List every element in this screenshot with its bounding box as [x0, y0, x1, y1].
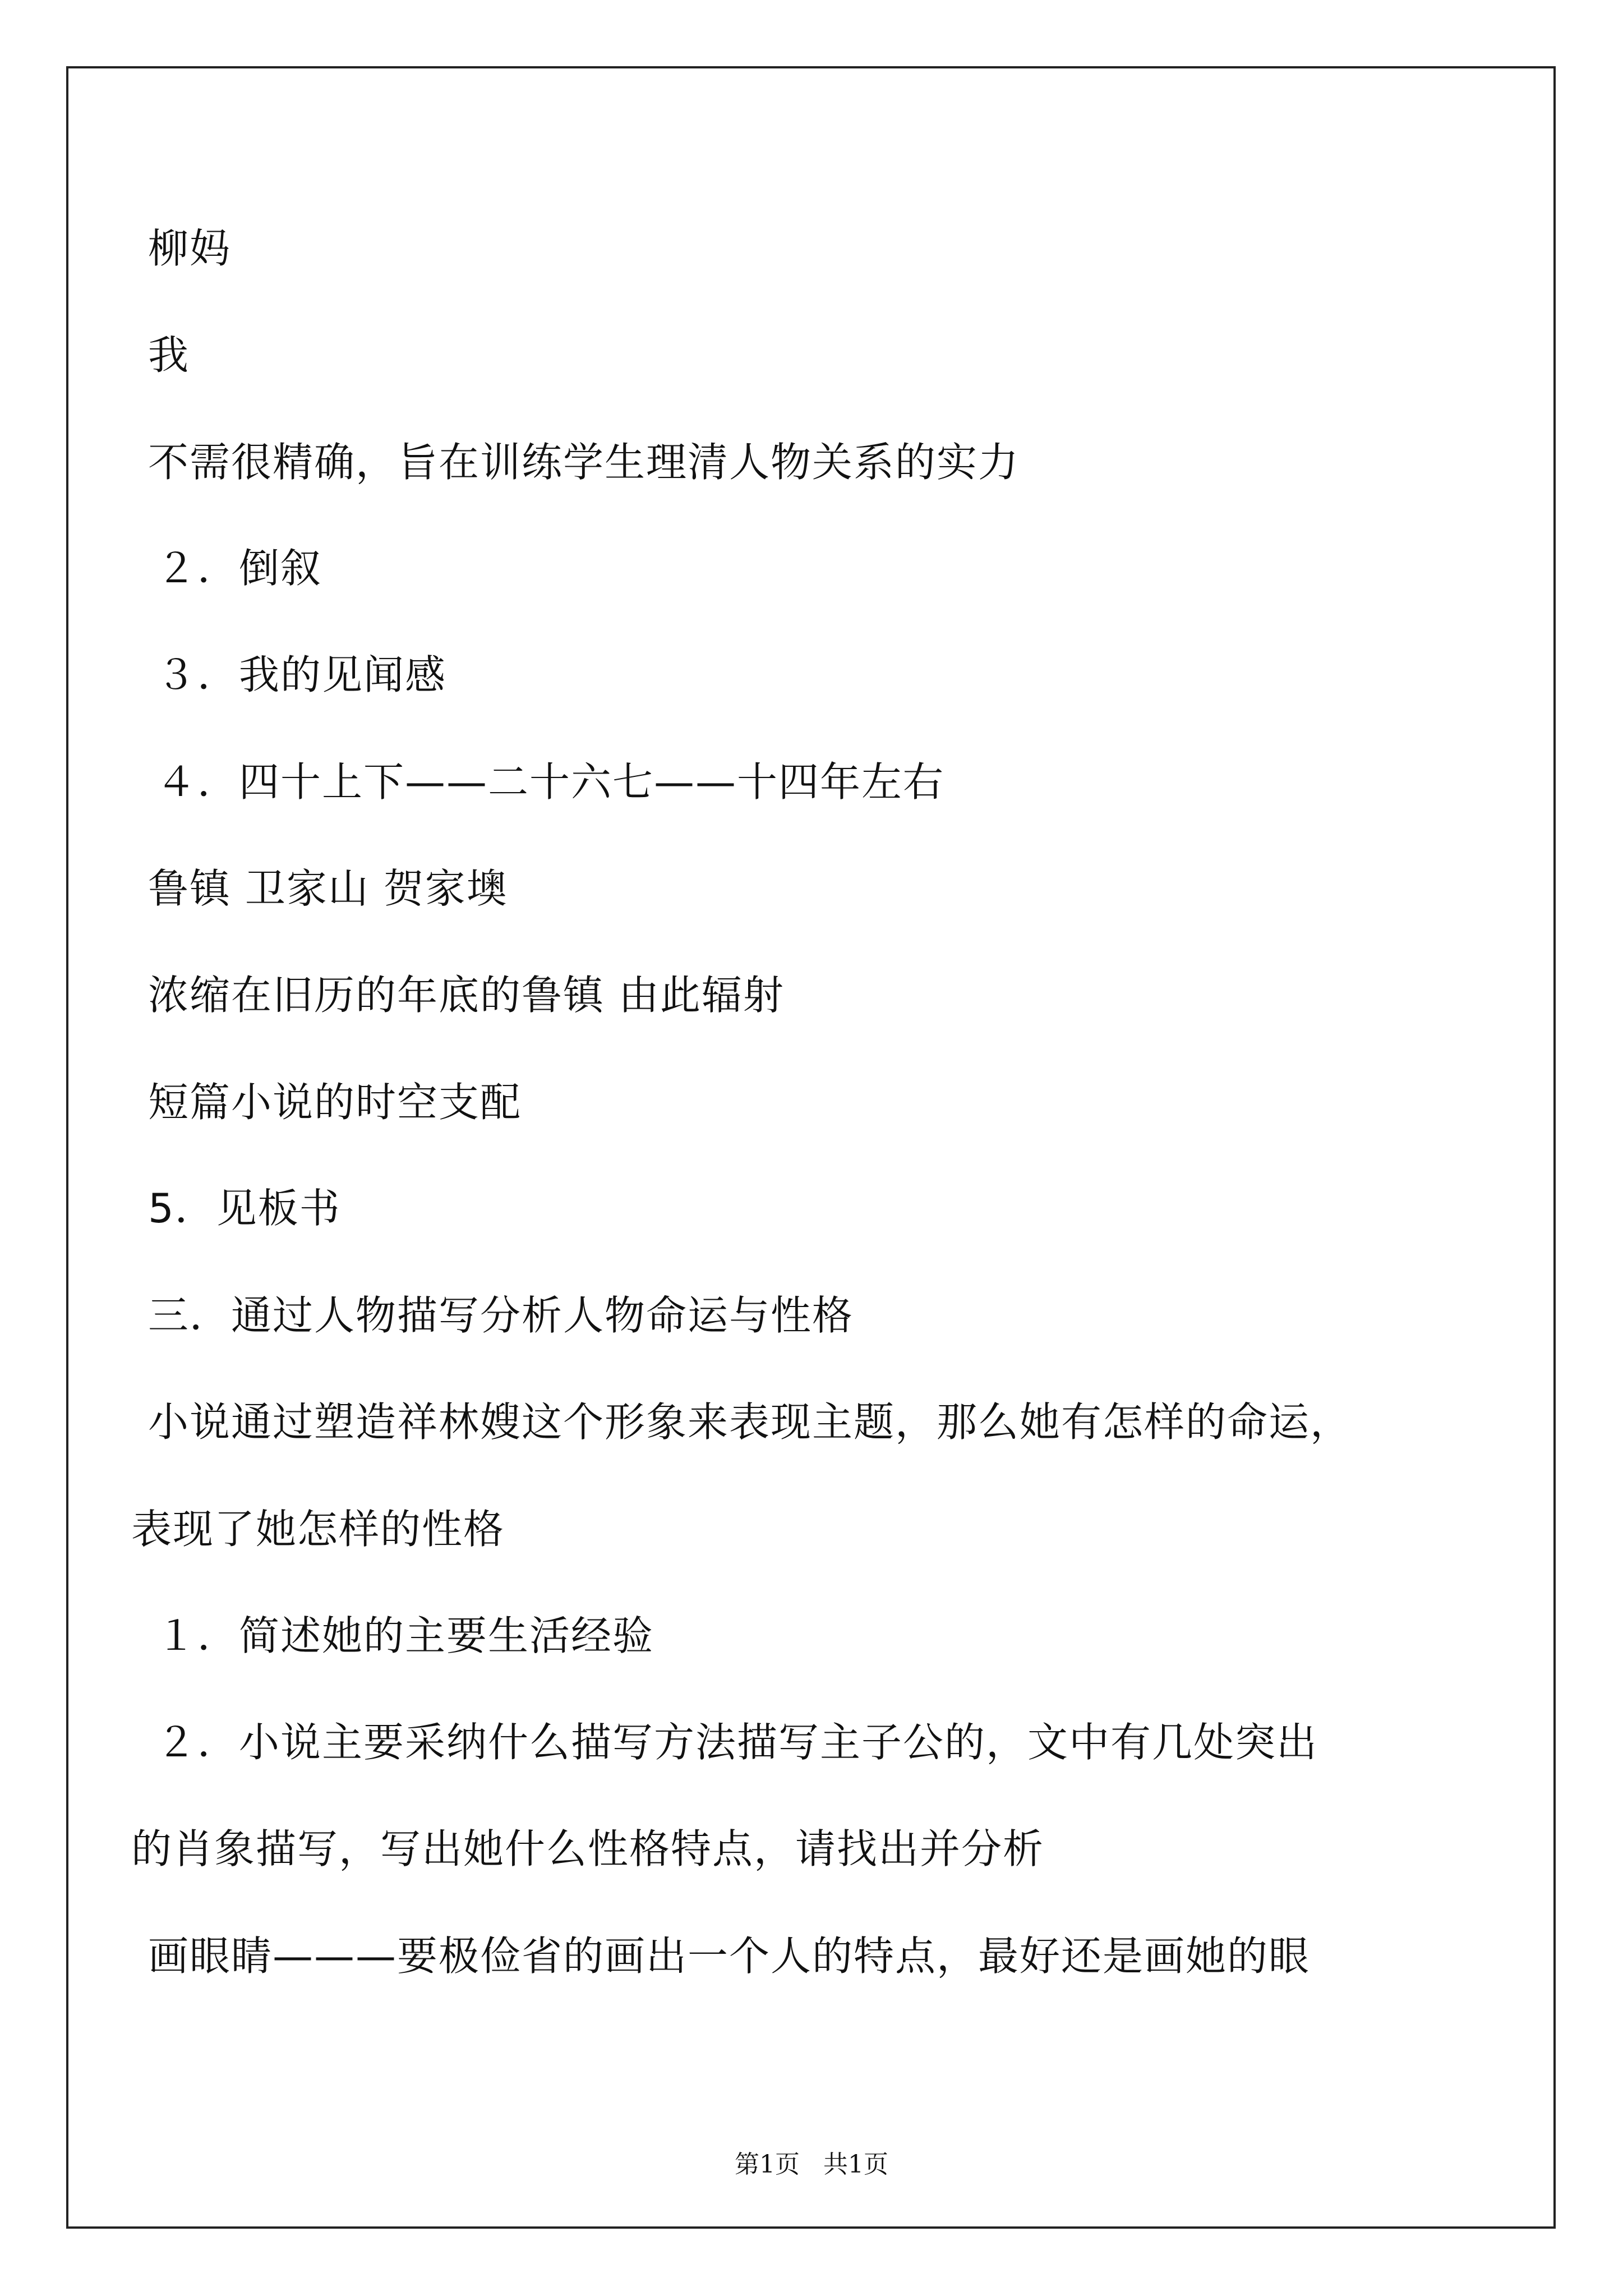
page-border [66, 66, 1556, 2229]
text-line: １．简述她的主要生活经验 [156, 1612, 654, 1659]
text-line: 鲁镇 卫家山 贺家墺 [148, 865, 508, 912]
text-line: 不需很精确，旨在训练学生理清人物关系的实力 [148, 439, 1020, 486]
text-line: ４．四十上下——二十六七——十四年左右 [156, 758, 945, 806]
text-line: 短篇小说的时空支配 [148, 1079, 522, 1126]
page-number: 第1页 [735, 2150, 800, 2179]
text-line: ３．我的见闻感 [156, 651, 447, 698]
text-line: 柳妈 [148, 225, 232, 272]
text-line: ２．小说主要采纳什么描写方法描写主子公的，文中有几处突出 [156, 1719, 1318, 1766]
text-line: ２．倒叙 [156, 545, 322, 592]
text-line: 浓缩在旧历的年底的鲁镇 由此辐射 [148, 972, 785, 1019]
text-line: 我 [148, 332, 190, 379]
text-line: 小说通过塑造祥林嫂这个形象来表现主题，那么她有怎样的命运， [148, 1398, 1352, 1446]
text-line: 画眼睛———要极俭省的画出一个人的特点，最好还是画她的眼 [148, 1932, 1311, 1980]
text-line: 表现了她怎样的性格 [131, 1506, 505, 1553]
page-footer [0, 2144, 1623, 2180]
text-line: 5．见板书 [148, 1185, 341, 1232]
section-heading: 三．通过人物描写分析人物命运与性格 [148, 1292, 854, 1339]
page-total: 共1页 [823, 2150, 888, 2179]
text-line: 的肖象描写，写出她什么性格特点，请找出并分析 [131, 1825, 1045, 1872]
